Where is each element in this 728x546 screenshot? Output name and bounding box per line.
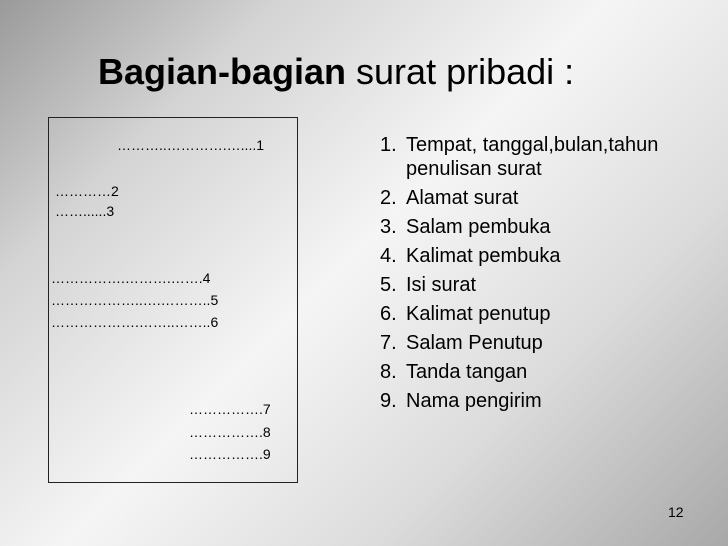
list-item	[380, 360, 680, 384]
letter-diagram	[48, 117, 298, 483]
list-item-text: Salam Penutup	[406, 332, 543, 354]
list-item	[380, 331, 680, 355]
letter-line-3: ……......3	[55, 203, 115, 219]
list-item-number: 8.	[380, 361, 397, 383]
list-item-number: 7.	[380, 332, 397, 354]
list-item	[380, 133, 680, 181]
list-item-text: Tempat, tanggal,bulan,tahun penulisan surat	[406, 134, 659, 180]
list-item-text: Alamat surat	[406, 187, 519, 209]
list-item	[380, 186, 680, 210]
letter-line-2: …………2	[55, 183, 119, 199]
list-item	[380, 273, 680, 297]
slide-title-normal: surat pribadi :	[346, 51, 575, 92]
list-item-number: 6.	[380, 303, 397, 325]
slide-title-bold: Bagian-bagian	[98, 51, 347, 92]
letter-line-4: …………….……….…….4	[51, 270, 211, 286]
list-item	[380, 244, 680, 268]
list-item-number: 1.	[380, 134, 397, 156]
letter-line-1: ………..………….…....1	[117, 137, 265, 153]
letter-line-7: …………….7	[189, 401, 271, 417]
list-item-text: Salam pembuka	[406, 216, 551, 238]
letter-line-8: …………….8	[189, 424, 271, 440]
list-item-number: 2.	[380, 187, 397, 209]
list-item	[380, 389, 680, 413]
list-item-text: Nama pengirim	[406, 390, 542, 412]
list-item-text: Kalimat penutup	[406, 303, 551, 325]
list-item-number: 3.	[380, 216, 397, 238]
letter-line-6: ……………….……..……..6	[51, 314, 219, 330]
list-item-number: 4.	[380, 245, 397, 267]
slide-title	[98, 50, 574, 94]
list-item-number: 5.	[380, 274, 397, 296]
list-item-text: Isi surat	[406, 274, 477, 296]
page-number: 12	[668, 504, 684, 520]
letter-line-9: …………….9	[189, 446, 271, 462]
letter-line-5: ………………..….………..5	[51, 292, 219, 308]
list-item	[380, 302, 680, 326]
list-item-text: Tanda tangan	[406, 361, 528, 383]
list-item-number: 9.	[380, 390, 397, 412]
list-item-text: Kalimat pembuka	[406, 245, 561, 267]
letter-parts-list	[380, 133, 680, 418]
list-item	[380, 215, 680, 239]
